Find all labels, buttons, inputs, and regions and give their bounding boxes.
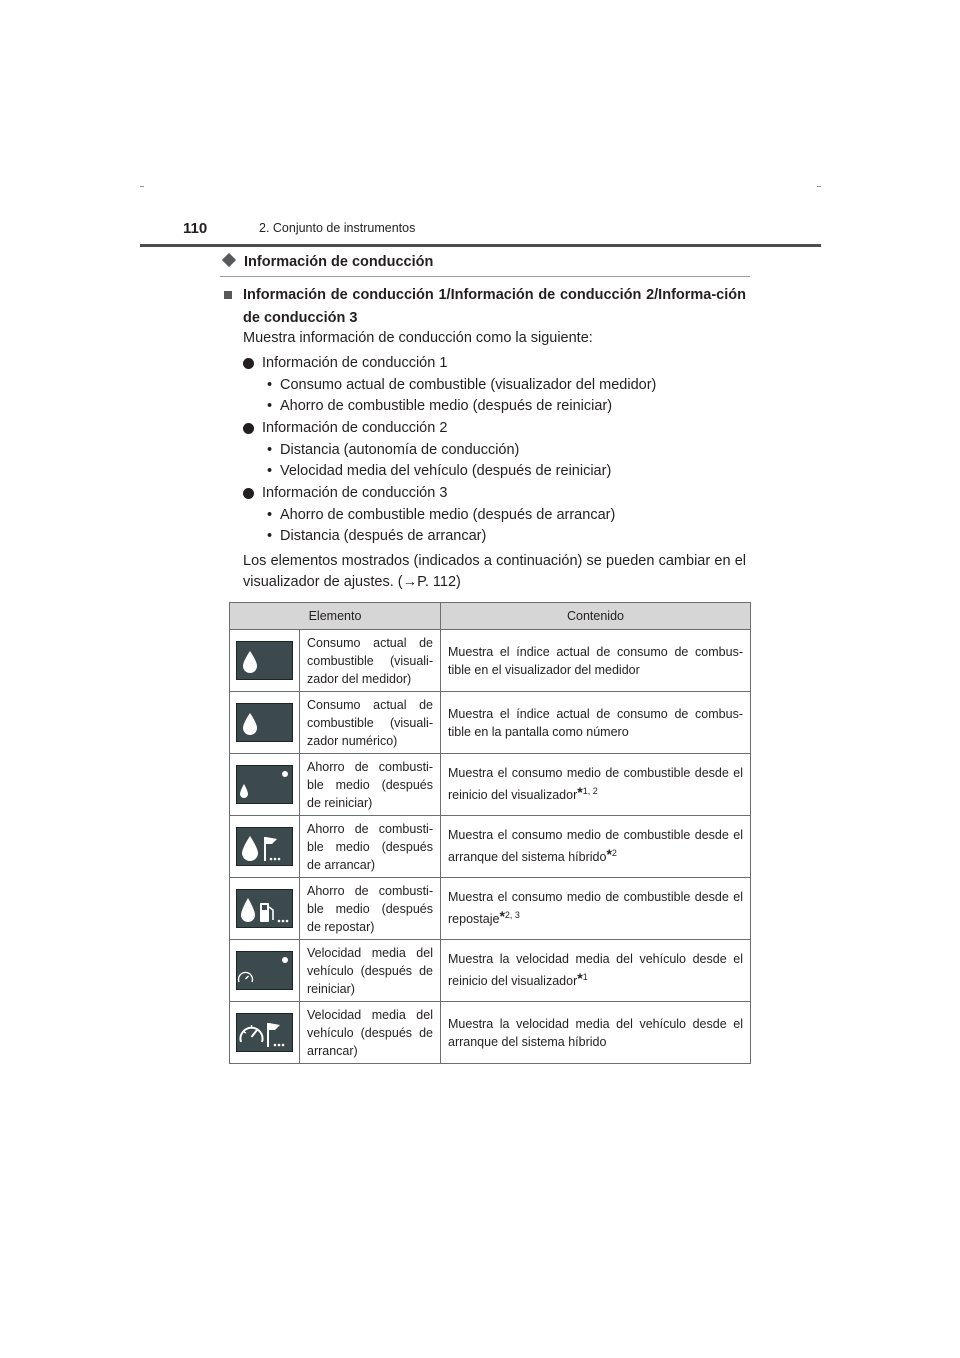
table-row bbox=[230, 692, 751, 754]
footnote-ref: 2, 3 bbox=[504, 910, 520, 921]
fuel-drop-reset-icon bbox=[236, 765, 293, 804]
header-rule bbox=[140, 244, 821, 247]
square-bullet-icon bbox=[224, 291, 232, 299]
running-head: 2. Conjunto de instrumentos bbox=[259, 221, 416, 235]
list-item: • Distancia (autonomía de conducción) bbox=[267, 442, 520, 458]
fuel-drop-icon bbox=[236, 703, 293, 742]
element-name: Ahorro de combusti-ble medio (después de arrancar) bbox=[300, 816, 441, 878]
element-content: Muestra el índice actual de consumo de combus-tible en el visualizador del medidor bbox=[441, 630, 751, 692]
section-heading-text: Información de conducción bbox=[244, 254, 434, 270]
list-item: • Consumo actual de combustible (visualizador del medidor) bbox=[267, 377, 657, 393]
list-item: • Ahorro de combustible medio (después de arrancar) bbox=[267, 507, 616, 523]
table-row bbox=[230, 816, 751, 878]
element-content: Muestra la velocidad media del vehículo desde el arranque del sistema híbrido bbox=[441, 1002, 751, 1064]
footnote-ref: 2 bbox=[611, 848, 617, 859]
element-name: Consumo actual de combustible (visuali-zador del medidor) bbox=[300, 630, 441, 692]
table-row bbox=[230, 940, 751, 1002]
section-heading bbox=[220, 254, 750, 270]
items-table bbox=[229, 602, 751, 1064]
element-name: Consumo actual de combustible (visuali-zador numérico) bbox=[300, 692, 441, 754]
page-number: 110 bbox=[183, 220, 208, 237]
element-name: Ahorro de combusti-ble medio (después de repostar) bbox=[300, 878, 441, 940]
table-row bbox=[230, 878, 751, 940]
footnote-star-icon: * bbox=[577, 970, 583, 987]
footnote-star-icon: * bbox=[577, 784, 583, 801]
element-content: Muestra el consumo medio de combustible desde el arranque del sistema híbrido*$^2$ bbox=[441, 816, 751, 878]
column-header-contenido: Contenido bbox=[441, 603, 751, 630]
speedometer-flag-icon bbox=[236, 1013, 293, 1052]
info-group-title: Información de conducción 2 bbox=[243, 418, 746, 439]
closing-text: Los elementos mostrados (indicados a continuación) se pueden cambiar en el visualizador de ajustes. (→P. 112) bbox=[243, 553, 746, 590]
fuel-drop-pump-icon bbox=[236, 889, 293, 928]
info-group-list bbox=[243, 505, 746, 547]
bullet-dot-icon bbox=[243, 488, 254, 499]
element-content: Muestra el índice actual de consumo de combus-tible en la pantalla como número bbox=[441, 692, 751, 754]
footnote-star-icon: * bbox=[499, 908, 505, 925]
section-rule bbox=[220, 276, 750, 277]
element-content: Muestra el consumo medio de combustible desde el repostaje*$^{2, 3}$ bbox=[441, 878, 751, 940]
element-content: Muestra la velocidad media del vehículo desde el reinicio del visualizador*$^1$ bbox=[441, 940, 751, 1002]
sub-heading bbox=[224, 284, 746, 330]
body-text bbox=[243, 328, 746, 593]
table-row bbox=[230, 1002, 751, 1064]
table-row bbox=[230, 630, 751, 692]
bullet-dot-icon bbox=[243, 423, 254, 434]
element-name: Ahorro de combusti-ble medio (después de reiniciar) bbox=[300, 754, 441, 816]
sub-heading-text: Información de conducción 1/Información de conducción 2/Informa-ción de conducción 3 bbox=[243, 287, 746, 326]
element-name: Velocidad media del vehículo (después de arrancar) bbox=[300, 1002, 441, 1064]
fuel-drop-flag-icon bbox=[236, 827, 293, 866]
footnote-star-icon: * bbox=[606, 846, 612, 863]
info-group-title: Información de conducción 3 bbox=[243, 483, 746, 504]
table-header-row bbox=[230, 603, 751, 630]
list-item: • Distancia (después de arrancar) bbox=[267, 528, 487, 544]
list-item: • Ahorro de combustible medio (después de reiniciar) bbox=[267, 398, 613, 414]
footnote-ref: 1 bbox=[582, 972, 588, 983]
column-header-elemento: Elemento bbox=[230, 603, 441, 630]
intro-text: Muestra información de conducción como la siguiente: bbox=[243, 330, 593, 346]
list-item: • Velocidad media del vehículo (después de reiniciar) bbox=[267, 463, 612, 479]
diamond-bullet-icon bbox=[222, 253, 236, 267]
info-group-list bbox=[243, 375, 746, 417]
speedometer-reset-icon bbox=[236, 951, 293, 990]
element-name: Velocidad media del vehículo (después de reiniciar) bbox=[300, 940, 441, 1002]
footnote-ref: 1, 2 bbox=[582, 786, 598, 797]
table-row bbox=[230, 754, 751, 816]
info-group-list bbox=[243, 440, 746, 482]
bullet-dot-icon bbox=[243, 358, 254, 369]
element-content: Muestra el consumo medio de combustible desde el reinicio del visualizador*$^{1, 2}$ bbox=[441, 754, 751, 816]
info-group-title: Información de conducción 1 bbox=[243, 353, 746, 374]
fuel-drop-icon bbox=[236, 641, 293, 680]
